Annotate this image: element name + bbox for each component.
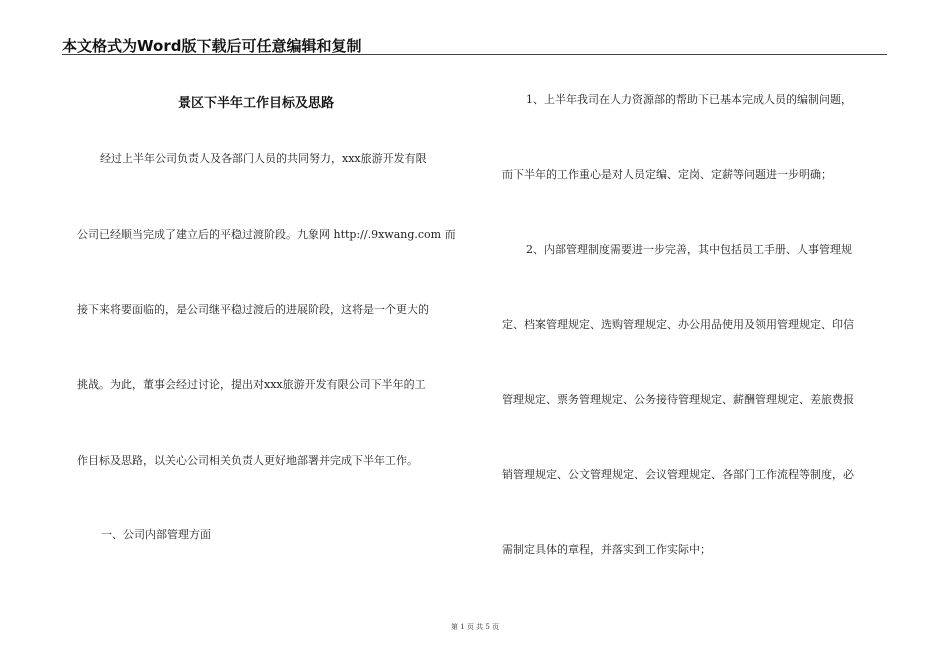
document-banner: 本文格式为Word版下载后可任意编辑和复制	[62, 37, 362, 55]
paragraph-line: 定、档案管理规定、选购管理规定、办公用品使用及领用管理规定、印信	[502, 318, 854, 331]
paragraph-line: 作目标及思路，以关心公司相关负责人更好地部署并完成下半年工作。	[77, 454, 418, 467]
paragraph-line: 需制定具体的章程，并落实到工作实际中；	[502, 543, 711, 556]
paragraph-line: 销管理规定、公文管理规定、会议管理规定、各部门工作流程等制度，必	[502, 468, 854, 481]
paragraph-line: 1、上半年我司在人力资源部的帮助下已基本完成人员的编制问题，	[526, 93, 852, 106]
paragraph-line: 经过上半年公司负责人及各部门人员的共同努力，xxx旅游开发有限	[100, 152, 427, 165]
paragraph-line: 公司已经顺当完成了建立后的平稳过渡阶段。九象网 http://.9xwang.com 而	[77, 228, 456, 241]
page-number: 第 1 页 共 5 页	[450, 623, 500, 631]
document-title: 景区下半年工作目标及思路	[178, 96, 335, 111]
paragraph-line: 接下来将要面临的，是公司继平稳过渡后的进展阶段，这将是一个更大的	[77, 303, 429, 316]
paragraph-line: 而下半年的工作重心是对人员定编、定岗、定薪等问题进一步明确；	[502, 168, 832, 181]
paragraph-line: 挑战。为此，董事会经过讨论，提出对xxx旅游开发有限公司下半年的工	[77, 378, 426, 391]
section-heading: 一、公司内部管理方面	[101, 528, 211, 541]
paragraph-line: 2、内部管理制度需要进一步完善，其中包括员工手册、人事管理规	[526, 243, 852, 256]
header-divider	[62, 54, 887, 55]
paragraph-line: 管理规定、票务管理规定、公务接待管理规定、薪酬管理规定、差旅费报	[502, 393, 854, 406]
